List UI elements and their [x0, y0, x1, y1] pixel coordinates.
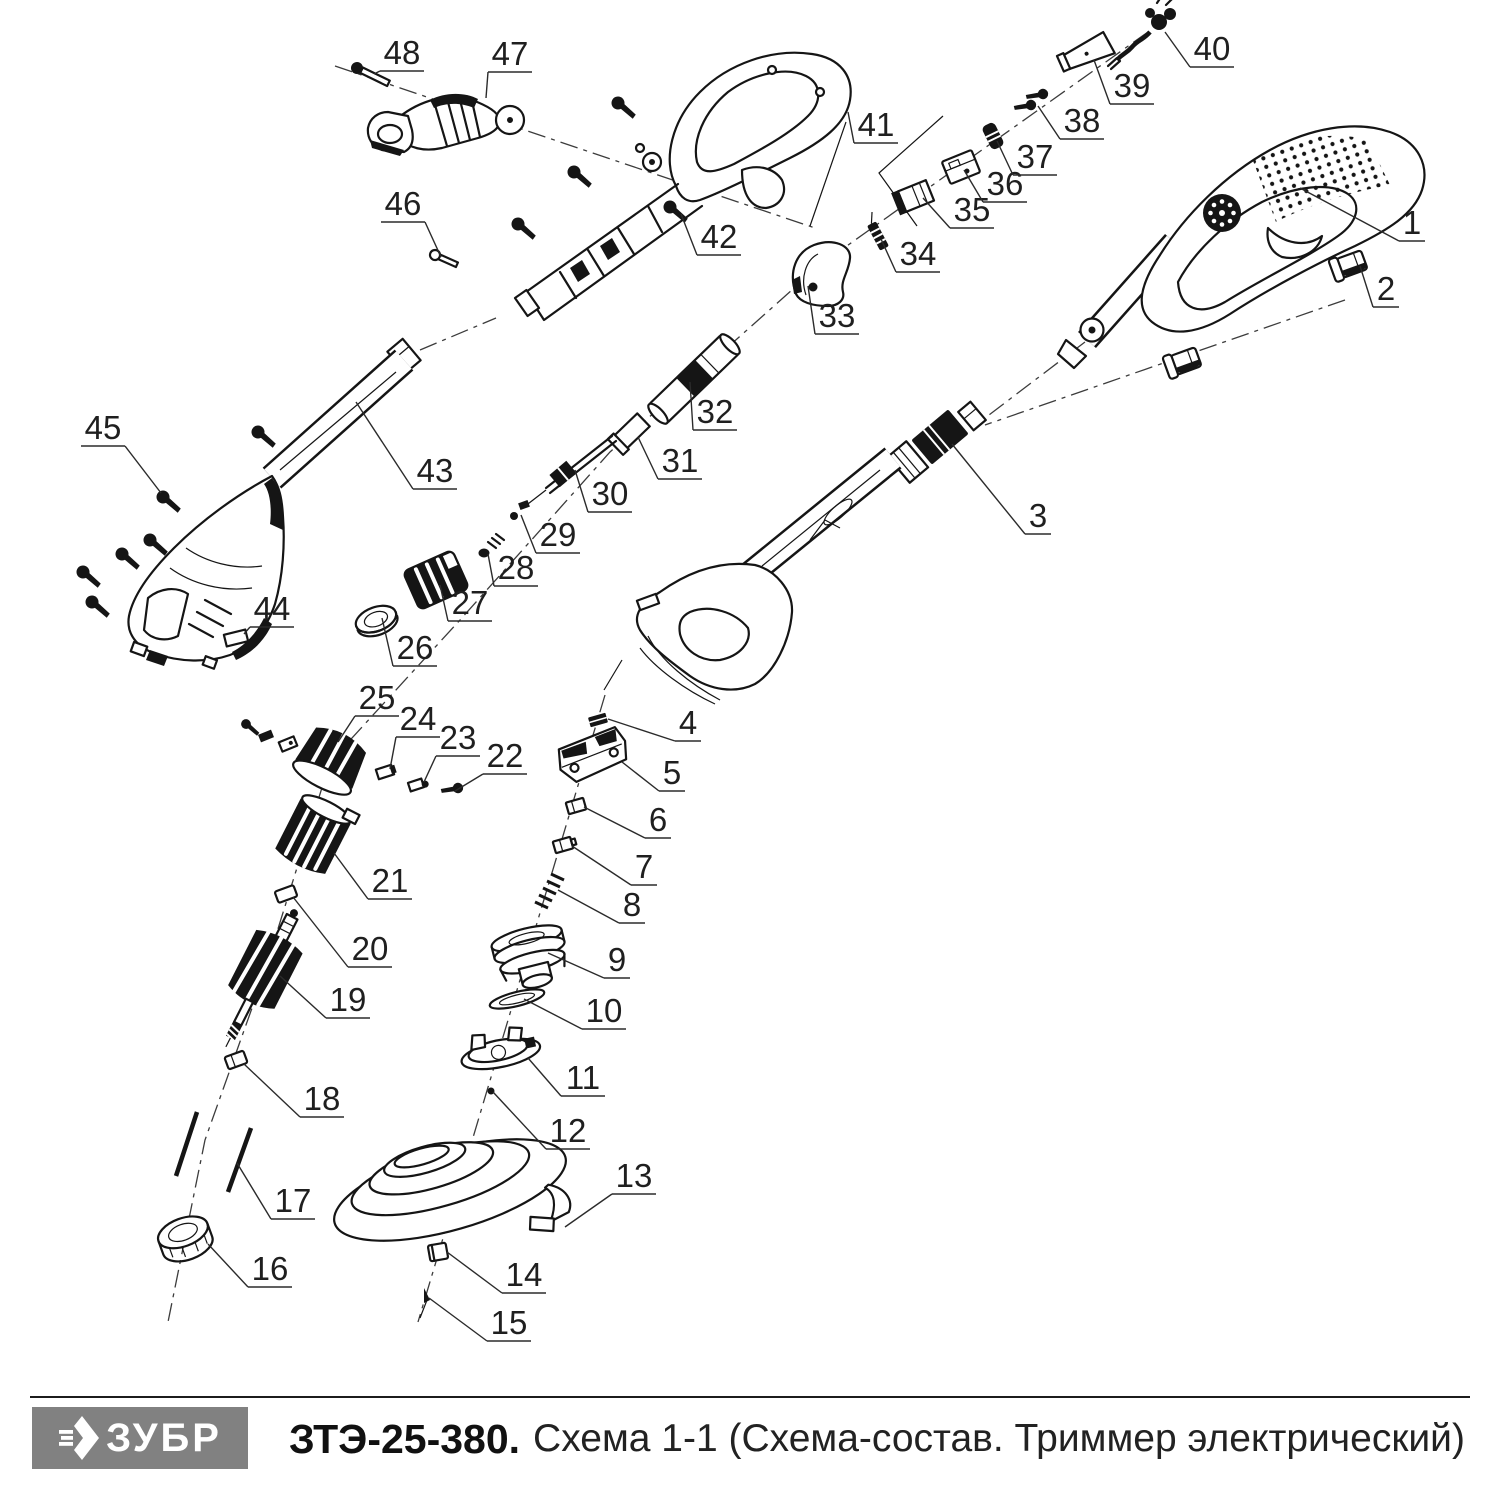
part-callout-5	[622, 754, 685, 791]
part-number-1: 1	[1402, 204, 1422, 241]
part-number-37: 37	[1016, 138, 1054, 175]
part-callout-16	[208, 1244, 292, 1287]
part-number-24: 24	[399, 700, 437, 737]
part-callout-42	[681, 214, 741, 255]
part-callout-20	[293, 897, 392, 967]
part-number-3: 3	[1028, 497, 1048, 534]
part-callout-41	[848, 106, 898, 143]
part-number-5: 5	[662, 754, 682, 791]
part-number-30: 30	[591, 475, 629, 512]
aux-handle-drawing	[349, 60, 524, 156]
main-handle-drawing	[1058, 126, 1424, 368]
part-number-23: 23	[439, 719, 477, 756]
part-callout-13	[565, 1157, 656, 1227]
shaft-link-chain	[479, 331, 743, 557]
part-number-20: 20	[351, 930, 389, 967]
part-callout-14	[447, 1252, 546, 1293]
part-callout-48	[374, 34, 424, 74]
part-callout-34	[881, 235, 940, 272]
part-number-13: 13	[615, 1157, 653, 1194]
diagram-caption	[289, 1412, 1465, 1466]
part-number-16: 16	[251, 1250, 289, 1287]
part-callout-31	[638, 437, 702, 479]
part-callout-6	[584, 801, 671, 838]
zubr-logo	[32, 1407, 248, 1469]
part-number-25: 25	[358, 679, 396, 716]
part-number-22: 22	[486, 737, 524, 774]
part-number-38: 38	[1063, 102, 1101, 139]
part-callout-45	[81, 409, 161, 493]
part-number-33: 33	[818, 297, 856, 334]
part-callout-2	[1360, 266, 1399, 307]
part-callout-18	[244, 1064, 344, 1117]
part-number-14: 14	[505, 1256, 543, 1293]
footer-divider	[30, 1396, 1470, 1398]
part-number-11: 11	[565, 1059, 601, 1096]
part-callout-46	[381, 185, 441, 257]
part-number-35: 35	[953, 191, 991, 228]
part-number-17: 17	[274, 1182, 312, 1219]
part-callout-8	[558, 886, 645, 923]
part-number-43: 43	[416, 452, 454, 489]
part-number-2: 2	[1376, 270, 1396, 307]
part-callout-29	[521, 515, 580, 553]
plug-and-switch-chain	[862, 0, 1176, 251]
part-number-44: 44	[253, 590, 291, 627]
part-callout-19	[280, 976, 370, 1018]
part-callout-30	[575, 470, 632, 512]
part-number-31: 31	[661, 442, 699, 479]
part-callout-24	[390, 700, 440, 769]
part-number-27: 27	[451, 584, 489, 621]
part-number-46: 46	[384, 185, 422, 222]
part-number-42: 42	[700, 218, 738, 255]
part-number-36: 36	[986, 165, 1024, 202]
brand-name: ЗУБР	[106, 1416, 222, 1460]
part-number-39: 39	[1113, 67, 1151, 104]
part-callout-35	[923, 191, 994, 228]
part-callout-38	[1038, 102, 1104, 139]
part-number-29: 29	[539, 516, 577, 553]
part-number-6: 6	[648, 801, 668, 838]
zubr-logo-icon	[58, 1415, 100, 1461]
housing-screws	[74, 94, 692, 618]
part-callout-11	[528, 1058, 605, 1096]
part-number-45: 45	[84, 409, 122, 446]
part-callout-25	[338, 679, 399, 742]
part-callout-3	[952, 444, 1051, 534]
part-number-48: 48	[383, 34, 421, 71]
part-number-10: 10	[585, 992, 623, 1029]
part-number-19: 19	[329, 981, 367, 1018]
part-number-34: 34	[899, 235, 937, 272]
part-number-40: 40	[1193, 30, 1231, 67]
part-number-7: 7	[634, 848, 654, 885]
part-number-18: 18	[303, 1080, 341, 1117]
part-number-32: 32	[696, 393, 734, 430]
part-callout-21	[334, 853, 412, 899]
part-number-47: 47	[491, 35, 529, 72]
part-callout-15	[429, 1298, 531, 1341]
model-number: ЗТЭ-25-380.	[289, 1415, 521, 1462]
part-number-12: 12	[549, 1112, 587, 1149]
part-number-4: 4	[678, 704, 698, 741]
part-number-21: 21	[371, 862, 409, 899]
part-callout-7	[572, 846, 657, 885]
part-callout-17	[237, 1163, 315, 1219]
part-callout-43	[356, 402, 457, 489]
part-callout-47	[486, 35, 532, 98]
brush-parts	[376, 764, 465, 800]
part-number-8: 8	[622, 886, 642, 923]
caption-text: Схема 1-1 (Схема-состав. Триммер электрический)	[533, 1417, 1465, 1460]
part-number-41: 41	[857, 106, 895, 143]
part-number-26: 26	[396, 629, 434, 666]
part-callout-39	[1094, 60, 1154, 104]
part-number-9: 9	[607, 941, 627, 978]
part-number-15: 15	[490, 1304, 528, 1341]
part-number-28: 28	[497, 549, 535, 586]
part-callout-40	[1165, 30, 1234, 67]
